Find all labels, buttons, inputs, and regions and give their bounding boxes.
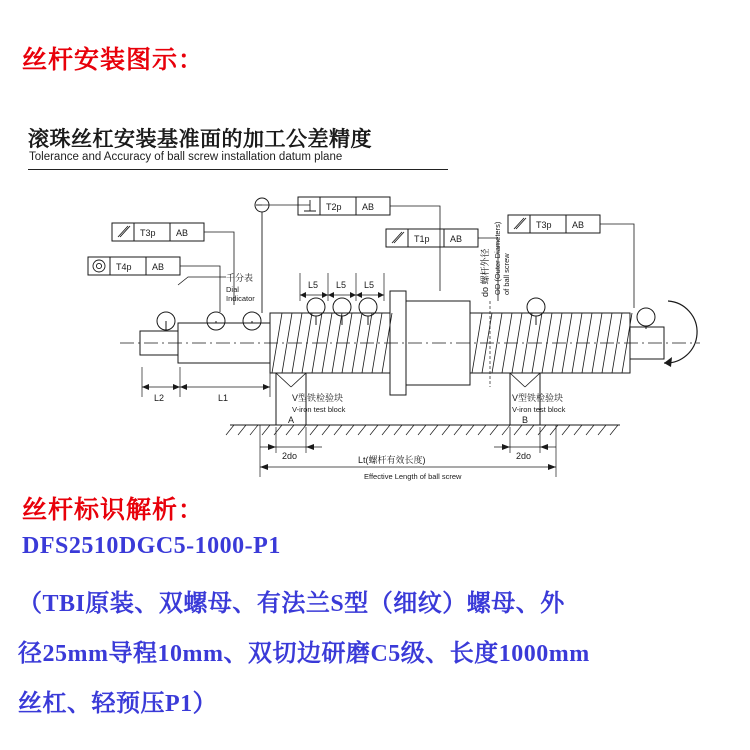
description-line-3: 丝杠、轻预压P1） <box>18 691 218 717</box>
heading-installation-diagram: 丝杆安装图示： <box>22 46 205 74</box>
diagram-title-chinese: 滚珠丝杠安装基准面的加工公差精度 <box>28 128 372 151</box>
datum-label-a: A <box>288 415 295 425</box>
v-block-label-en-left: V-iron test block <box>292 405 346 414</box>
ball-screw-diagram <box>20 105 720 490</box>
dimension-lt-en: Effective Length of ball screw <box>364 472 462 481</box>
diagram-title-english: Tolerance and Accuracy of ball screw installation datum plane <box>29 151 343 163</box>
callout-t1p-mid-datum: AB <box>450 234 463 244</box>
dial-indicator-label-en1: Dial <box>226 285 239 294</box>
datum-label-b: B <box>522 415 529 425</box>
v-block-label-cn-left: V型铁检验块 <box>292 393 344 403</box>
callout-t3p-left-datum: AB <box>176 228 189 238</box>
callout-t3p-right-datum: AB <box>572 220 585 230</box>
dimension-l5-a: L5 <box>308 280 319 290</box>
dimension-l5-c: L5 <box>364 280 375 290</box>
callout-t3p-left-tol: T3p <box>140 228 156 238</box>
v-block-label-en-right: V-iron test block <box>512 405 566 414</box>
dimension-l2: L2 <box>154 393 165 403</box>
product-code: DFS2510DGC5-1000-P1 <box>22 533 281 559</box>
dimension-l1: L1 <box>218 393 229 403</box>
callout-t4p-left-tol: T4p <box>116 262 132 272</box>
dimension-2do-right: 2do <box>516 451 532 461</box>
callout-t4p-left-datum: AB <box>152 262 165 272</box>
dimension-l5-b: L5 <box>336 280 347 290</box>
outer-diameter-label-en2: of ball screw <box>502 253 511 295</box>
outer-diameter-label-en1: OD (Outer Diameters) <box>493 221 502 295</box>
description-line-1: （TBI原装、双螺母、有法兰S型（细纹）螺母、外 <box>18 591 565 617</box>
dial-indicator-label-cn: 千分表 <box>226 273 254 283</box>
callout-t3p-right-tol: T3p <box>536 220 552 230</box>
diagram-svg <box>20 105 720 490</box>
callout-t2p-top-datum: AB <box>362 202 375 212</box>
v-block-label-cn-right: V型铁检验块 <box>512 393 564 403</box>
dimension-2do-left: 2do <box>282 451 298 461</box>
dial-indicator-label-en2: Indicator <box>226 294 255 303</box>
heading-mark-analysis: 丝杆标识解析： <box>22 496 205 524</box>
callout-t1p-mid-tol: T1p <box>414 234 430 244</box>
description-line-2: 径25mm导程10mm、双切边研磨C5级、长度1000mm <box>18 641 590 667</box>
outer-diameter-label-cn: do 螺杆外径 <box>480 248 490 297</box>
dimension-lt-cn: Lt(螺杆有效长度) <box>358 455 426 465</box>
callout-t2p-top-tol: T2p <box>326 202 342 212</box>
